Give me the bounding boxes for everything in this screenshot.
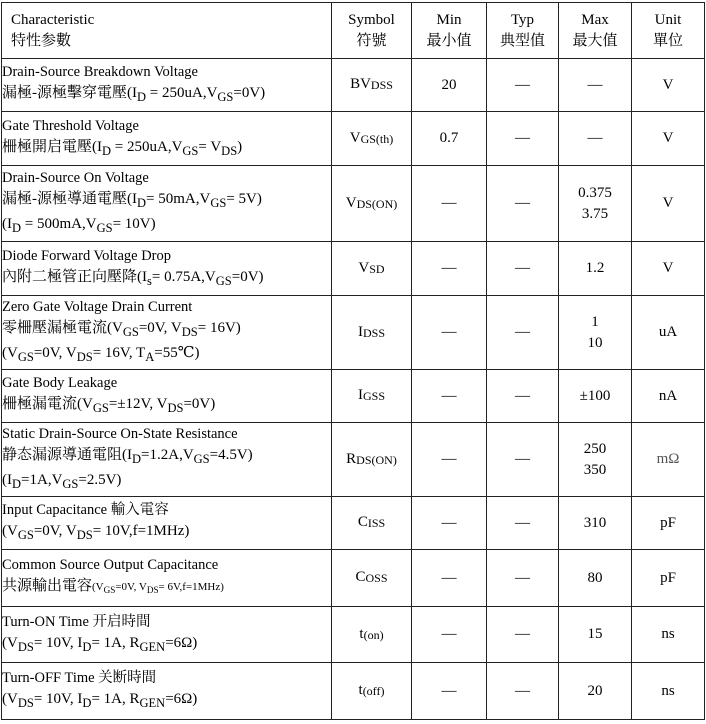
min-cell: — <box>412 550 487 607</box>
table-row <box>2 296 705 370</box>
typ-cell: — <box>487 550 559 607</box>
characteristic-cell: Gate Threshold Voltage 柵極開启電壓$(I_D = 250uA,V_{GS}= V_{DS})$ <box>2 112 332 166</box>
min-cell: — <box>412 607 487 663</box>
max-cell: 0.375 3.75 <box>559 166 632 242</box>
unit-cell: nA <box>632 370 705 423</box>
header-max: Max 最大值 <box>559 3 632 59</box>
characteristic-cell: Drain-Source On Voltage 漏極-源極導通電壓$(I_D= 50mA,V_{GS}= 5V)$ $(I_D = 500mA,V_{GS}= 10V)$ <box>2 166 332 242</box>
max-cell: ±100 <box>559 370 632 423</box>
typ-cell: — <box>487 59 559 112</box>
characteristic-cell: Turn-ON Time 开启時間 ($V_{DS}= 10V$, $I_D= 1A$, $R_{GEN}=6\Omega$) <box>2 607 332 663</box>
table-row <box>2 112 705 166</box>
typ-cell: — <box>487 370 559 423</box>
max-cell: 80 <box>559 550 632 607</box>
characteristic-cell: Turn-OFF Time 关断時間 ($V_{DS}= 10V$, $I_D= 1A$, $R_{GEN}=6\Omega$) <box>2 663 332 720</box>
unit-cell: ns <box>632 607 705 663</box>
table-row <box>2 166 705 242</box>
max-cell: — <box>559 59 632 112</box>
characteristic-cell: Zero Gate Voltage Drain Current 零柵壓漏極電流($V_{GS}=0V$, $V_{DS}= 16V$) ($V_{GS}=0V$, $V_{DS}= 16V$, $T_A=55℃$) <box>2 296 332 370</box>
characteristic-cell: Drain-Source Breakdown Voltage 漏極-源極擊穿電壓$(I_D = 250uA,V_{GS}=0V)$ <box>2 59 332 112</box>
table-row <box>2 497 705 550</box>
table-row <box>2 550 705 607</box>
symbol-cell: $R_{DS(ON)}$ <box>332 423 412 497</box>
unit-cell: V <box>632 112 705 166</box>
header-min: Min 最小值 <box>412 3 487 59</box>
min-cell: 20 <box>412 59 487 112</box>
symbol-cell: $V_{DS(ON)}$ <box>332 166 412 242</box>
max-cell: 250 350 <box>559 423 632 497</box>
min-cell: — <box>412 166 487 242</box>
unit-cell: V <box>632 242 705 296</box>
header-row <box>2 3 705 59</box>
typ-cell: — <box>487 497 559 550</box>
typ-cell: — <box>487 166 559 242</box>
characteristic-cell: Input Capacitance 輸入電容 ($V_{GS}=0V$, $V_{DS}= 10V,f=1MHz$) <box>2 497 332 550</box>
symbol-cell: $t_{(off)}$ <box>332 663 412 720</box>
header-characteristic: Characteristic 特性参數 <box>2 3 332 59</box>
symbol-cell: $C_{ISS}$ <box>332 497 412 550</box>
characteristic-cell: Diode Forward Voltage Drop 內附二極管正向壓降$(I_s= 0.75A,V_{GS}=0V)$ <box>2 242 332 296</box>
table-row <box>2 59 705 112</box>
typ-cell: — <box>487 663 559 720</box>
max-cell: 1.2 <box>559 242 632 296</box>
table-row <box>2 370 705 423</box>
max-cell: 15 <box>559 607 632 663</box>
header-unit: Unit 單位 <box>632 3 705 59</box>
symbol-cell: $V_{GS(th)}$ <box>332 112 412 166</box>
max-cell: 310 <box>559 497 632 550</box>
electrical-characteristics-table <box>1 2 705 720</box>
min-cell: 0.7 <box>412 112 487 166</box>
unit-cell: mΩ <box>632 423 705 497</box>
header-symbol: Symbol 符號 <box>332 3 412 59</box>
unit-cell: pF <box>632 497 705 550</box>
unit-cell: ns <box>632 663 705 720</box>
unit-cell: uA <box>632 296 705 370</box>
min-cell: — <box>412 242 487 296</box>
table-row <box>2 663 705 720</box>
characteristic-cell: Common Source Output Capacitance 共源輸出電容($V_{GS}=0V$, $V_{DS}= 6V,f=1MHz$) <box>2 550 332 607</box>
typ-cell: — <box>487 242 559 296</box>
min-cell: — <box>412 423 487 497</box>
max-cell: 1 10 <box>559 296 632 370</box>
max-cell: — <box>559 112 632 166</box>
symbol-cell: $C_{OSS}$ <box>332 550 412 607</box>
symbol-cell: $I_{DSS}$ <box>332 296 412 370</box>
unit-cell: pF <box>632 550 705 607</box>
min-cell: — <box>412 296 487 370</box>
table-row <box>2 242 705 296</box>
typ-cell: — <box>487 112 559 166</box>
characteristic-cell: Static Drain-Source On-State Resistance 静态漏源導通電阻$(I_D=1.2A,V_{GS}=4.5V)$ $(I_D=1A,V_{GS}=2.5V)$ <box>2 423 332 497</box>
min-cell: — <box>412 370 487 423</box>
max-cell: 20 <box>559 663 632 720</box>
min-cell: — <box>412 497 487 550</box>
typ-cell: — <box>487 296 559 370</box>
symbol-cell: $t_{(on)}$ <box>332 607 412 663</box>
table-row <box>2 607 705 663</box>
typ-cell: — <box>487 423 559 497</box>
unit-cell: V <box>632 59 705 112</box>
table-row <box>2 423 705 497</box>
symbol-cell: $BV_{DSS}$ <box>332 59 412 112</box>
symbol-cell: $I_{GSS}$ <box>332 370 412 423</box>
unit-cell: V <box>632 166 705 242</box>
header-typ: Typ 典型值 <box>487 3 559 59</box>
min-cell: — <box>412 663 487 720</box>
symbol-cell: $V_{SD}$ <box>332 242 412 296</box>
characteristic-cell: Gate Body Leakage 柵極漏電流($V_{GS}=\pm 12V$, $V_{DS}=0V$) <box>2 370 332 423</box>
typ-cell: — <box>487 607 559 663</box>
